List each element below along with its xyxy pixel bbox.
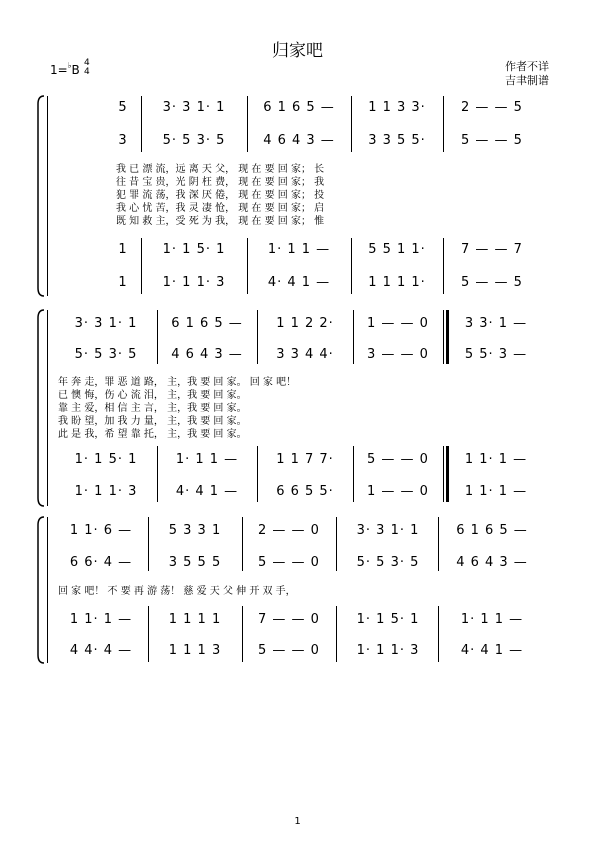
measure: 4· 4 1 — xyxy=(267,275,331,290)
measure: 6 1 6 5 — xyxy=(456,523,528,538)
measure: 1 xyxy=(118,242,128,257)
measure: 7 — — 0 xyxy=(258,612,320,627)
time-denominator: 4 xyxy=(84,67,90,77)
measure: 5 5 1 1· xyxy=(368,242,426,257)
author-credit: 作者不详 xyxy=(505,60,549,73)
measure: 5 3 3 1 xyxy=(168,523,222,538)
measure: 5 — — 5 xyxy=(461,275,523,290)
lyrics-verse-5: 此 是 我，希 望 靠 托， 主，我 要 回 家。 xyxy=(58,429,247,440)
measure: 4· 4 1 — xyxy=(175,484,239,499)
lyrics-verse-2: 已 懊 悔，伤 心 流 泪， 主，我 要 回 家。 xyxy=(58,390,247,401)
measure: 1 1 1 1· xyxy=(368,275,426,290)
page-number: 1 xyxy=(294,816,301,827)
measure: 1 — — 0 xyxy=(367,316,429,331)
measure: 3· 3 1· 1 xyxy=(356,523,420,538)
measure: 3 3· 1 — xyxy=(464,316,528,331)
measure: 5· 5 3· 5 xyxy=(356,555,420,570)
measure: 1 1 2 2· xyxy=(276,316,334,331)
brace-system-2 xyxy=(38,310,44,506)
measure: 1 1 1 1 xyxy=(168,612,222,627)
measure: 4· 4 1 — xyxy=(460,643,524,658)
measure: 7 — — 7 xyxy=(461,242,523,257)
measure: 3 xyxy=(118,133,128,148)
measure: 3· 3 1· 1 xyxy=(74,316,138,331)
measure: 3· 3 1· 1 xyxy=(162,100,226,115)
brace-system-3 xyxy=(38,517,44,663)
measure: 1 1· 6 — xyxy=(69,523,133,538)
measure: 1 1· 1 — xyxy=(464,484,528,499)
key-main: 1= xyxy=(50,63,68,77)
measure: 5 — — 0 xyxy=(258,555,320,570)
measure: 5 — — 5 xyxy=(461,133,523,148)
measure: 2 — — 0 xyxy=(258,523,320,538)
measure: 1 xyxy=(118,275,128,290)
measure: 6 1 6 5 — xyxy=(263,100,335,115)
lyrics-verse-3: 犯 罪 流 荡，我 深 厌 倦， 现 在 要 回 家； 投 xyxy=(116,190,325,201)
measure: 1· 1 1 — xyxy=(460,612,524,627)
measure: 1· 1 1 — xyxy=(175,452,239,467)
brace-system-1 xyxy=(38,96,44,296)
score-title: 归家吧 xyxy=(272,41,323,61)
measure: 5· 5 3· 5 xyxy=(162,133,226,148)
measure: 1 1 7 7· xyxy=(276,452,334,467)
key-note: B xyxy=(71,63,80,77)
measure: 1· 1 1· 3 xyxy=(356,643,420,658)
measure: 1· 1 1· 3 xyxy=(74,484,138,499)
measure: 5 — — 0 xyxy=(258,643,320,658)
measure: 1· 1 5· 1 xyxy=(74,452,138,467)
lyrics-verse-3: 靠 主 爱，相 信 主 言， 主，我 要 回 家。 xyxy=(58,403,247,414)
measure: 1 — — 0 xyxy=(367,484,429,499)
measure: 1· 1 5· 1 xyxy=(356,612,420,627)
measure: 6 6· 4 — xyxy=(69,555,133,570)
measure: 5 — — 0 xyxy=(367,452,429,467)
lyrics-verse-1: 年 奔 走，罪 恶 道 路， 主，我 要 回 家。 回 家 吧！ xyxy=(58,377,297,388)
arranger-credit: 吉聿制谱 xyxy=(505,74,549,87)
measure: 1 1· 1 — xyxy=(69,612,133,627)
measure: 1 1 1 3 xyxy=(168,643,222,658)
measure: 2 — — 5 xyxy=(461,100,523,115)
flat-symbol: ♭ xyxy=(67,61,72,70)
measure: 6 6 5 5· xyxy=(276,484,334,499)
lyrics-verse-4: 我 心 忧 苦，我 灵 凄 怆， 现 在 要 回 家； 启 xyxy=(116,203,325,214)
measure: 3 3 5 5· xyxy=(368,133,426,148)
lyrics-verse-2: 往 昔 宝 贵，光 阴 枉 费， 现 在 要 回 家； 我 xyxy=(116,177,325,188)
time-numerator: 4 xyxy=(84,58,90,68)
lyrics-verse-4: 我 盼 望，加 我 力 量， 主，我 要 回 家。 xyxy=(58,416,247,427)
measure: 4 6 4 3 — xyxy=(456,555,528,570)
measure: 5· 5 3· 5 xyxy=(74,347,138,362)
measure: 5 xyxy=(118,100,128,115)
lyrics-line: 回 家 吧！ 不 要 再 游 荡！ 慈 爱 天 父 伸 开 双 手， xyxy=(58,586,296,597)
measure: 4 6 4 3 — xyxy=(263,133,335,148)
measure: 5 5· 3 — xyxy=(464,347,528,362)
measure: 3 5 5 5 xyxy=(168,555,222,570)
measure: 1 1· 1 — xyxy=(464,452,528,467)
measure: 4 4· 4 — xyxy=(69,643,133,658)
measure: 1 1 3 3· xyxy=(368,100,426,115)
measure: 1· 1 1· 3 xyxy=(162,275,226,290)
measure: 1· 1 1 — xyxy=(267,242,331,257)
measure: 3 3 4 4· xyxy=(276,347,334,362)
lyrics-verse-5: 既 知 救 主，受 死 为 我， 现 在 要 回 家； 惟 xyxy=(116,216,325,227)
measure: 6 1 6 5 — xyxy=(171,316,243,331)
lyrics-verse-1: 我 已 漂 流，远 离 天 父， 现 在 要 回 家； 长 xyxy=(116,164,325,175)
measure: 3 — — 0 xyxy=(367,347,429,362)
measure: 4 6 4 3 — xyxy=(171,347,243,362)
measure: 1· 1 5· 1 xyxy=(162,242,226,257)
